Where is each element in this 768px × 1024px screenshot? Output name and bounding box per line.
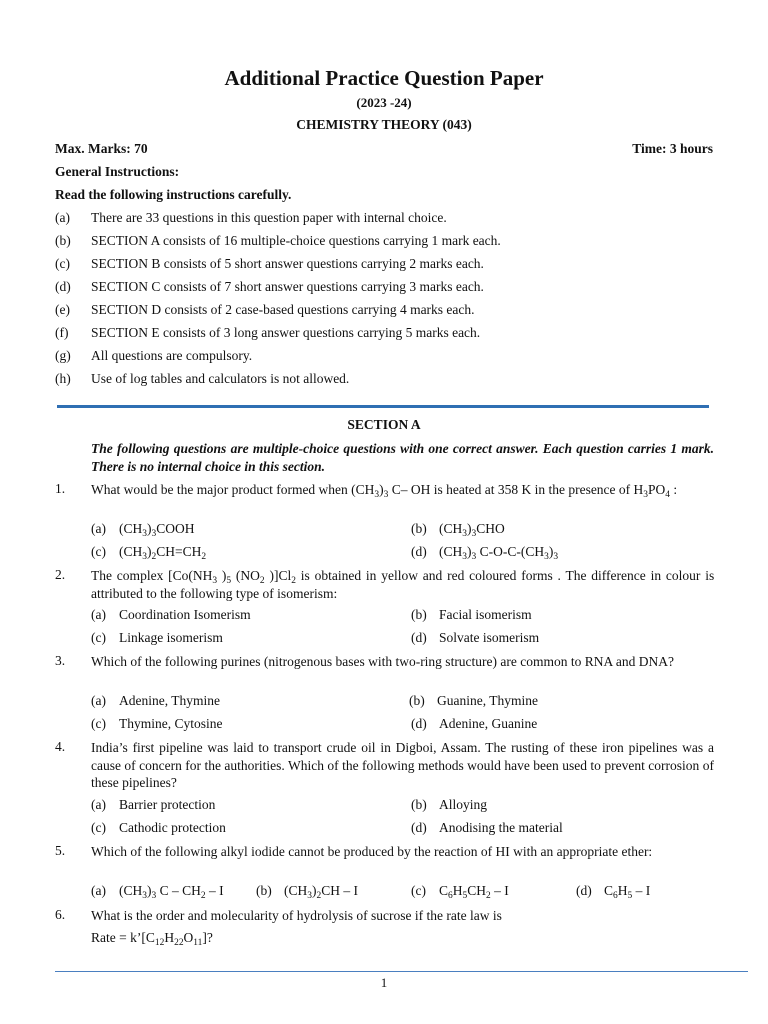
- option-text: $C_6H_5CH_2$ – I: [439, 883, 509, 901]
- section-a-note: The following questions are multiple-choice questions with one correct answer. Each question carries 1 mark. There is no internal choice in this section.: [91, 441, 714, 474]
- read-instructions-line: Read the following instructions carefully.: [55, 187, 292, 202]
- instruction-key: (g): [55, 348, 71, 363]
- option-4b[interactable]: (b) Alloying: [411, 797, 488, 812]
- question-text: Which of the following purines (nitrogenous bases with two-ring structure) are common to RNA and DNA?: [91, 654, 674, 669]
- page-number: 1: [380, 975, 388, 990]
- option-text: Barrier protection: [119, 797, 216, 812]
- question-number: 2.: [55, 567, 66, 582]
- instruction-text: SECTION B consists of 5 short answer questions carrying 2 marks each.: [91, 256, 484, 271]
- option-text: Guanine, Thymine: [437, 693, 538, 708]
- question-text: What would be the major product formed when $(CH_3)_3$ C– OH is heated at 358 K in the presence of $H_3PO_4$ :: [91, 482, 678, 500]
- footer-divider: [55, 971, 748, 972]
- instruction-text: All questions are compulsory.: [91, 348, 253, 363]
- option-1d[interactable]: (d) $(CH_3)_3$ $C-O-C-(CH_3)_3$: [411, 544, 559, 562]
- instruction-text: There are 33 questions in this question paper with internal choice.: [91, 210, 447, 225]
- question-number: 4.: [55, 739, 66, 754]
- instruction-text: SECTION E consists of 3 long answer questions carrying 5 marks each.: [91, 325, 481, 340]
- option-text: Cathodic protection: [119, 820, 226, 835]
- time-allowed: Time: 3 hours: [632, 141, 713, 156]
- option-text: Anodising the material: [439, 820, 563, 835]
- option-5c[interactable]: (c) $C_6H_5CH_2$ – I: [411, 883, 509, 901]
- option-text: Adenine, Thymine: [119, 693, 220, 708]
- section-a-heading: SECTION A: [347, 417, 421, 432]
- option-text: Facial isomerism: [439, 607, 532, 622]
- question-number: 1.: [55, 481, 66, 496]
- option-text: $(CH_3)_2CH$ – I: [284, 883, 358, 901]
- option-5d[interactable]: (d) $C_6H_5$ – I: [576, 883, 651, 901]
- instruction-key: (h): [55, 371, 71, 386]
- option-1a[interactable]: (a) $(CH_3)_3COOH$: [91, 521, 195, 539]
- option-text: $(CH_3)_3$ $C-O-C-(CH_3)_3$: [439, 544, 559, 562]
- option-3c[interactable]: (c) Thymine, Cytosine: [91, 716, 223, 731]
- option-2b[interactable]: (b) Facial isomerism: [411, 607, 532, 622]
- option-2a[interactable]: (a) Coordination Isomerism: [91, 607, 251, 622]
- paper-year: (2023 -24): [356, 95, 412, 110]
- instruction-text: SECTION D consists of 2 case-based questions carrying 4 marks each.: [91, 302, 475, 317]
- option-text: Coordination Isomerism: [119, 607, 251, 622]
- option-text: Solvate isomerism: [439, 630, 540, 645]
- option-text: $C_6H_5$ – I: [604, 883, 651, 901]
- question-number: 6.: [55, 907, 66, 922]
- option-3d[interactable]: (d) Adenine, Guanine: [411, 716, 538, 731]
- option-2d[interactable]: (d) Solvate isomerism: [411, 630, 540, 645]
- instruction-key: (c): [55, 256, 70, 271]
- instruction-text: SECTION C consists of 7 short answer questions carrying 3 marks each.: [91, 279, 484, 294]
- option-5a[interactable]: (a) $(CH_3)_3$ C – $CH_2$ – I: [91, 883, 224, 901]
- option-text: $(CH_3)_3COOH$: [119, 521, 195, 539]
- paper-subject: CHEMISTRY THEORY (043): [296, 117, 472, 132]
- option-2c[interactable]: (c) Linkage isomerism: [91, 630, 223, 645]
- instruction-key: (a): [55, 210, 70, 225]
- rate-law: Rate = $k’[C_{12}H_{22}O_{11}]$?: [91, 930, 213, 948]
- question-number: 3.: [55, 653, 66, 668]
- instruction-key: (f): [55, 325, 69, 340]
- option-3a[interactable]: (a) Adenine, Thymine: [91, 693, 220, 708]
- option-text: Alloying: [439, 797, 488, 812]
- option-5b[interactable]: (b) $(CH_3)_2CH$ – I: [256, 883, 358, 901]
- section-divider: [57, 405, 709, 408]
- option-4c[interactable]: (c) Cathodic protection: [91, 820, 226, 835]
- general-instructions-heading: General Instructions:: [55, 164, 180, 179]
- instruction-key: (b): [55, 233, 71, 248]
- instruction-key: (d): [55, 279, 71, 294]
- option-text: Linkage isomerism: [119, 630, 223, 645]
- option-text: $(CH_3)_3$ C – $CH_2$ – I: [119, 883, 224, 901]
- question-text: India’s first pipeline was laid to transport crude oil in Digboi, Assam. The rusting of these iron pipelines was a cause of concern for the authorities. Which of the following methods would have been used to prevent corrosion of these pipelines?: [91, 740, 714, 790]
- option-3b[interactable]: (b) Guanine, Thymine: [409, 693, 538, 708]
- option-1c[interactable]: (c) $(CH_3)_2CH=CH_2$: [91, 544, 207, 562]
- instruction-text: Use of log tables and calculators is not allowed.: [91, 371, 350, 386]
- option-text: $(CH_3)_3CHO$: [439, 521, 505, 539]
- max-marks: Max. Marks: 70: [55, 141, 148, 156]
- question-text: What is the order and molecularity of hydrolysis of sucrose if the rate law is: [91, 908, 502, 923]
- option-4a[interactable]: (a) Barrier protection: [91, 797, 216, 812]
- paper-title: Additional Practice Question Paper: [224, 66, 544, 90]
- question-text: The complex [$Co(NH_3$ )$_5$ ($NO_2$ )]$Cl_2$ is obtained in yellow and red coloured forms . The difference in colour is attributed to the following type of isomerism:: [91, 568, 715, 601]
- option-text: Adenine, Guanine: [439, 716, 538, 731]
- question-number: 5.: [55, 843, 66, 858]
- instruction-key: (e): [55, 302, 70, 317]
- option-text: $(CH_3)_2CH=CH_2$: [119, 544, 207, 562]
- question-text: Which of the following alkyl iodide cannot be produced by the reaction of HI with an appropriate ether:: [91, 844, 653, 859]
- option-4d[interactable]: (d) Anodising the material: [411, 820, 563, 835]
- option-1b[interactable]: (b) $(CH_3)_3CHO$: [411, 521, 505, 539]
- instruction-text: SECTION A consists of 16 multiple-choice questions carrying 1 mark each.: [91, 233, 501, 248]
- option-text: Thymine, Cytosine: [119, 716, 223, 731]
